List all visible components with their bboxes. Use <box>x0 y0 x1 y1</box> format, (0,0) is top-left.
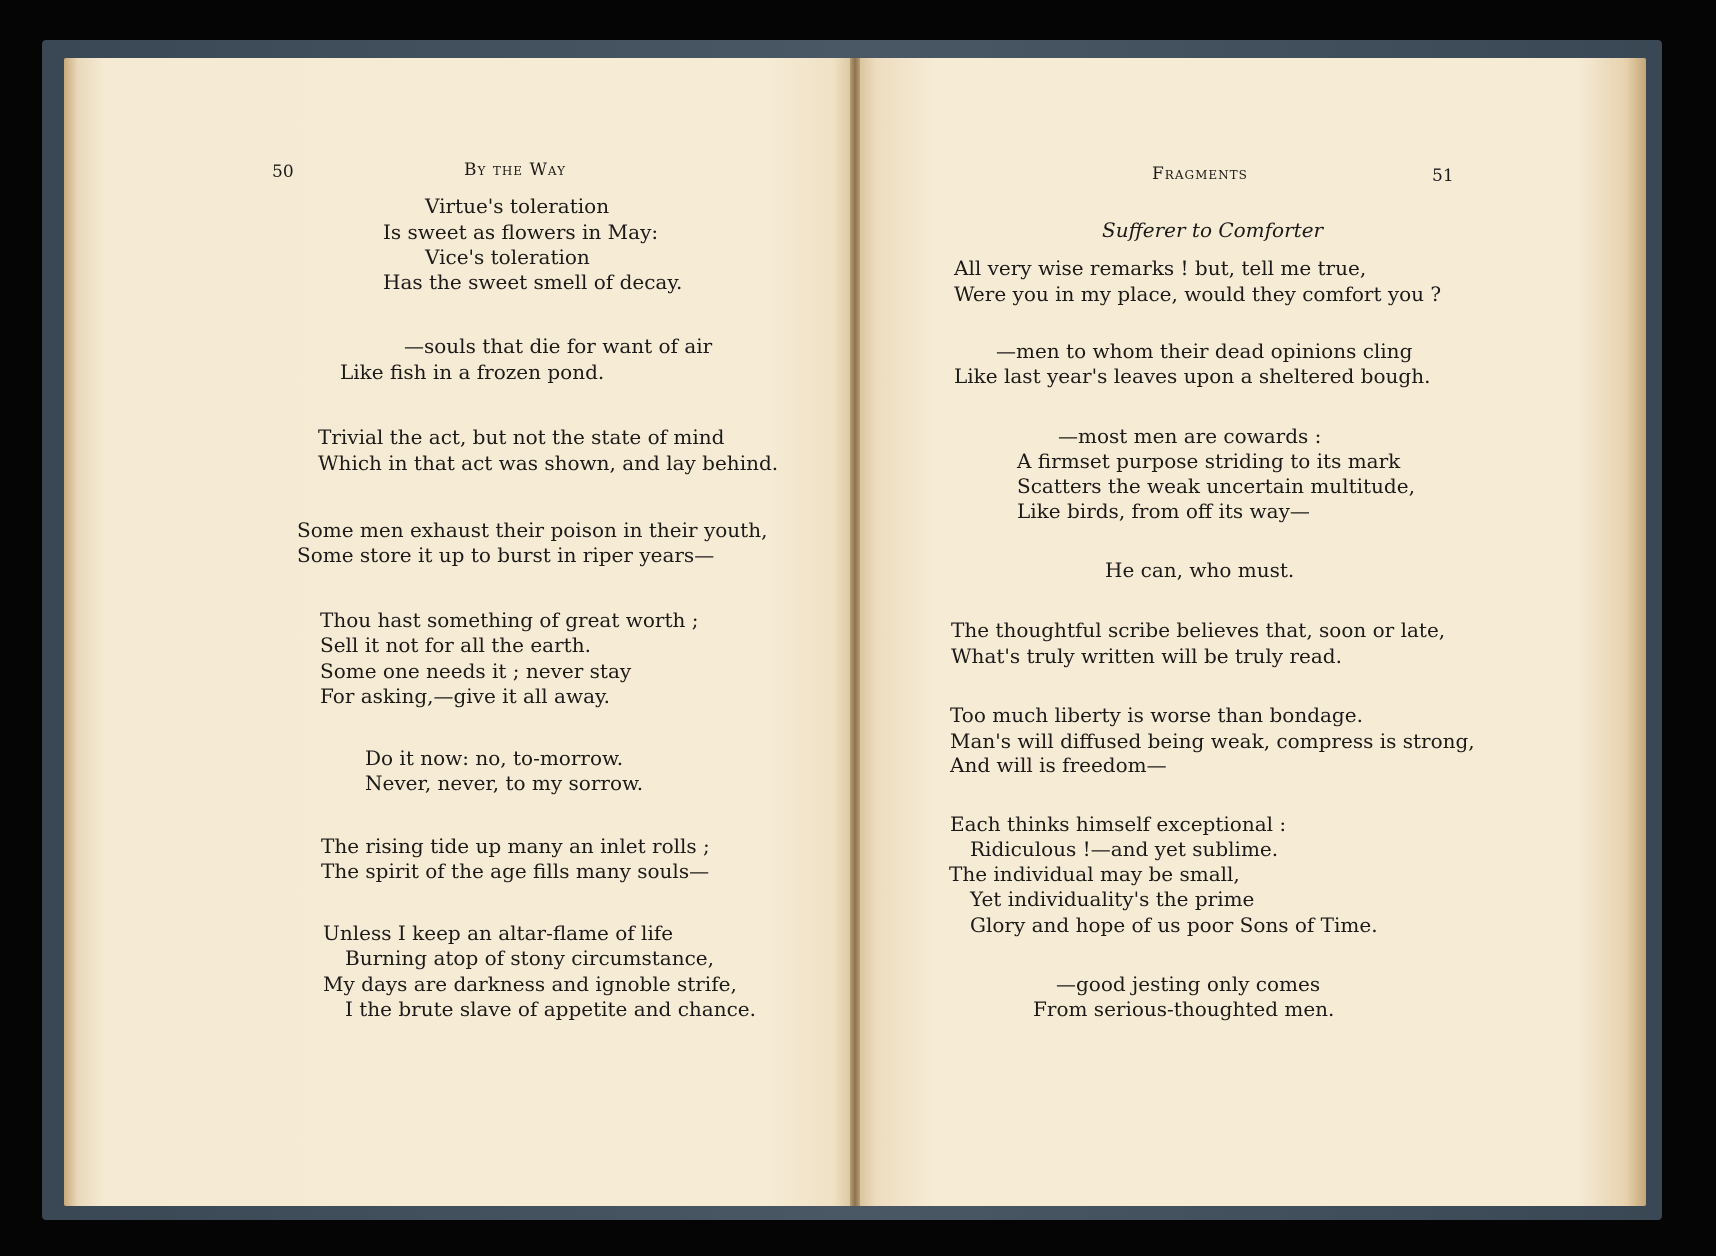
verse-line: All very wise remarks ! but, tell me true, <box>954 256 1367 280</box>
verse-line: —good jesting only comes <box>1056 972 1321 996</box>
verse-line: The spirit of the age fills many souls— <box>321 859 710 883</box>
verse-line: Too much liberty is worse than bondage. <box>950 703 1363 727</box>
verse-line: Like last year's leaves upon a sheltered bough. <box>954 364 1431 388</box>
verse-line: Unless I keep an altar-flame of life <box>323 921 674 945</box>
verse-line: Each thinks himself exceptional : <box>950 812 1287 836</box>
verse-line: Is sweet as flowers in May: <box>383 220 659 244</box>
verse-line: What's truly written will be truly read. <box>951 644 1342 668</box>
verse-line: Has the sweet smell of decay. <box>383 270 683 294</box>
verse-line: Man's will diffused being weak, compress is strong, <box>950 729 1475 753</box>
running-head-left: By the Way <box>464 160 567 180</box>
verse-line: Never, never, to my sorrow. <box>365 771 644 795</box>
verse-line: Sell it not for all the earth. <box>320 633 591 657</box>
verse-line: —men to whom their dead opinions cling <box>996 339 1413 363</box>
verse-line: Like birds, from off its way— <box>1017 499 1310 523</box>
verse-line: Which in that act was shown, and lay behind. <box>318 451 779 475</box>
verse-line: —most men are cowards : <box>1058 424 1322 448</box>
verse-line: Burning atop of stony circumstance, <box>345 946 715 970</box>
verse-line: The individual may be small, <box>949 862 1240 886</box>
verse-line: Ridiculous !—and yet sublime. <box>970 837 1279 861</box>
verse-line: Thou hast something of great worth ; <box>320 608 699 632</box>
book-gutter <box>850 58 860 1206</box>
verse-line: For asking,—give it all away. <box>320 684 611 708</box>
verse-line: The rising tide up many an inlet rolls ; <box>321 834 710 858</box>
running-head-right: Fragments <box>1152 164 1248 184</box>
verse-line: Some store it up to burst in riper years— <box>297 543 715 567</box>
verse-line: —souls that die for want of air <box>404 334 713 358</box>
verse-line: Were you in my place, would they comfort you ? <box>954 282 1442 306</box>
verse-line: He can, who must. <box>1105 558 1295 582</box>
verse-line: Scatters the weak uncertain multitude, <box>1017 474 1415 498</box>
verse-line: I the brute slave of appetite and chance. <box>345 997 756 1021</box>
verse-line: Some men exhaust their poison in their youth, <box>297 518 768 542</box>
verse-line: A firmset purpose striding to its mark <box>1017 449 1401 473</box>
verse-line: Glory and hope of us poor Sons of Time. <box>970 913 1378 937</box>
verse-line: Trivial the act, but not the state of mind <box>318 425 725 449</box>
verse-line: And will is freedom— <box>950 753 1167 777</box>
verse-line: Yet individuality's the prime <box>970 887 1255 911</box>
poem-title: Sufferer to Comforter <box>1102 218 1324 242</box>
verse-line: Virtue's toleration <box>425 194 610 218</box>
page-number-left: 50 <box>272 162 294 182</box>
verse-line: The thoughtful scribe believes that, soon or late, <box>951 618 1446 642</box>
verse-line: Vice's toleration <box>425 245 590 269</box>
verse-line: Like fish in a frozen pond. <box>340 360 605 384</box>
verse-line: My days are darkness and ignoble strife, <box>323 972 737 996</box>
verse-line: Some one needs it ; never stay <box>320 659 632 683</box>
verse-line: Do it now: no, to-morrow. <box>365 746 624 770</box>
verse-line: From serious-thoughted men. <box>1033 997 1335 1021</box>
page-number-right: 51 <box>1432 166 1454 186</box>
